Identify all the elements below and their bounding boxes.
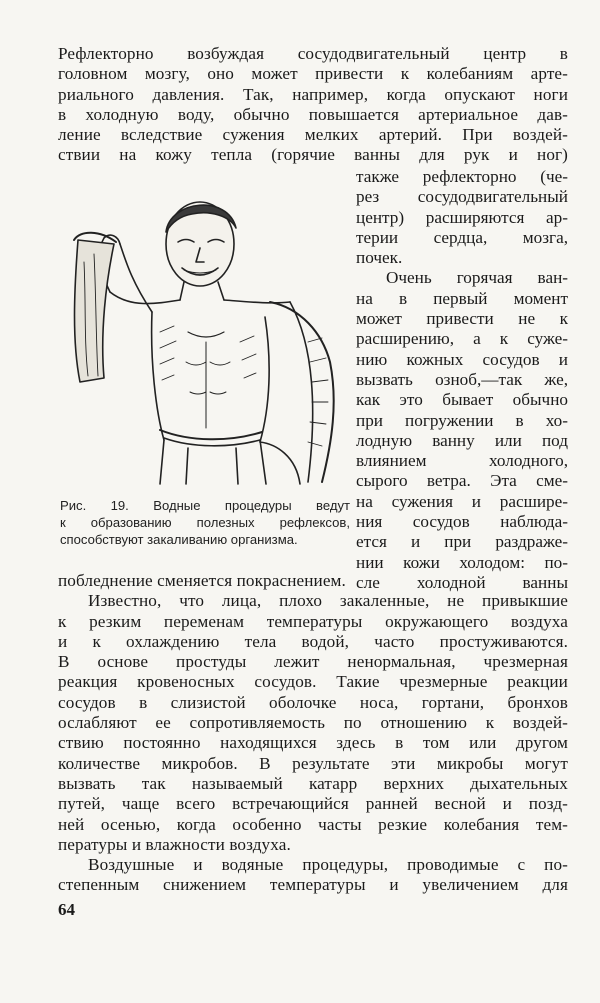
text-line: нии кожи холодом: по- (356, 552, 568, 572)
text-line: почек. (356, 248, 403, 268)
text-line: ней осенью, когда особенно часты резкие колебания тем- (58, 814, 568, 834)
man-with-towel-illustration (60, 192, 350, 487)
text-line: количестве микробов. В результате эти микробы могут (58, 753, 568, 773)
text-line: ется и при раздраже- (356, 532, 568, 552)
text-line: степенным снижением температуры и увеличением для (58, 875, 568, 895)
caption-line: к образованию полезных рефлексов, (60, 515, 350, 530)
text-line: головном мозгу, оно может привести к колебаниям арте- (58, 64, 568, 84)
paragraph-top (58, 44, 568, 166)
text-line: ослабляют ее сопротивляемость по отношению к воздей- (58, 713, 568, 733)
text-line: в холодную воду, обычно повышается артериальное дав- (58, 104, 568, 124)
text-line: ствию постоянно находящихся здесь в том или другом (58, 733, 568, 753)
text-line: на в первый момент (356, 288, 568, 308)
text-line: риального давления. Так, например, когда опускают ноги (58, 84, 568, 104)
text-line: к резким переменам температуры окружающего воздуха (58, 611, 568, 631)
caption-line: способствуют закаливанию организма. (60, 532, 298, 547)
figure-illustration (60, 192, 350, 487)
text-line: сосудов в слизистой оболочке носа, гортани, бронхов (58, 692, 568, 712)
text-line: также рефлекторно (че- (356, 167, 568, 186)
text-line: Рефлекторно возбуждая сосудодвигательный центр в (58, 44, 568, 63)
text-line: реакция кровеносных сосудов. Такие чрезмерные реакции (58, 672, 568, 692)
text-line: вызвать так называемый катарр верхних дыхательных (58, 773, 568, 793)
text-line: при погружении в хо- (356, 410, 568, 430)
text-line: пературы и влажности воздуха. (58, 834, 291, 854)
text-line: и к охлаждению тела водой, часто простуживаются. (58, 631, 568, 651)
text-line: побледнение сменяется покраснением. (58, 571, 346, 590)
text-line: нию кожных сосудов и (356, 349, 568, 369)
paragraph-right-column (356, 167, 568, 593)
text-line: как это бывает обычно (356, 390, 568, 410)
text-line: на сужения и расшире- (356, 491, 568, 511)
text-line: сле холодной ванны (356, 572, 568, 592)
text-line: Очень горячая ван- (386, 268, 568, 288)
text-line: может привести не к (356, 309, 568, 329)
text-line: влиянием холодного, (356, 451, 568, 471)
text-line: лодную ванну или под (356, 430, 568, 450)
text-line: сырого ветра. Эта сме- (356, 471, 568, 491)
text-line: терии сердца, мозга, (356, 227, 568, 247)
text-line: расширению, а к суже- (356, 329, 568, 349)
text-line: Воздушные и водяные процедуры, проводимые с по- (88, 855, 568, 875)
caption-line: Рис. 19. Водные процедуры ведут (60, 498, 350, 513)
text-line: вызвать озноб,—так же, (356, 369, 568, 389)
text-line: В основе простуды лежит ненормальная, чрезмерная (58, 652, 568, 672)
figure-caption (60, 497, 350, 548)
text-line: ление вследствие сужения мелких артерий. При воздей- (58, 125, 568, 145)
text-line: рез сосудодвигательный (356, 187, 568, 207)
text-line: центр) расширяются ар- (356, 207, 568, 227)
text-line: путей, чаще всего встречающийся ранней весной и позд- (58, 794, 568, 814)
text-line: Известно, что лица, плохо закаленные, не привыкшие (88, 591, 568, 611)
text-line: ствии на кожу тепла (горячие ванны для рук и ног) (58, 145, 568, 165)
page-number: 64 (58, 900, 75, 919)
text-line: ния сосудов наблюда- (356, 512, 568, 532)
paragraph-main (58, 571, 568, 896)
